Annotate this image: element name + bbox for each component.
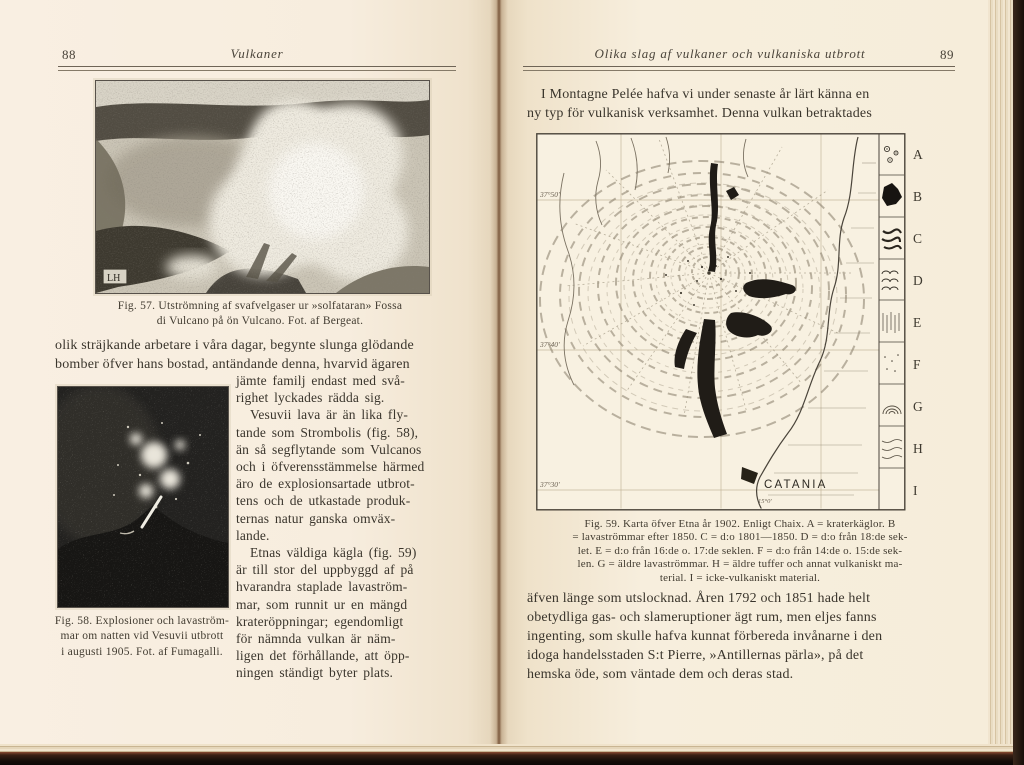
intro-paragraph bbox=[527, 85, 955, 123]
legend-letter: I bbox=[913, 483, 918, 498]
legend-letter: D bbox=[913, 273, 923, 288]
body-line: och i öfverensstämmelse härmed bbox=[236, 459, 425, 475]
body-line: Vesuvii lava är än lika fly- bbox=[250, 407, 409, 423]
legend-letter: E bbox=[913, 315, 922, 330]
caption-line: mar om natten vid Vesuvii utbrott bbox=[60, 630, 224, 643]
caption-line: Fig. 58. Explosioner och lavaström- bbox=[54, 615, 230, 627]
body-line: för nämnda vulkan är näm- bbox=[236, 631, 396, 647]
header-rule-left bbox=[58, 66, 456, 71]
body-line: lande. bbox=[236, 527, 270, 543]
caption-line: i augusti 1905. Fot. af Fumagalli. bbox=[61, 645, 223, 658]
legend-letter: H bbox=[913, 441, 923, 456]
caption-line: terial. I = icke-vulkaniskt material. bbox=[659, 571, 821, 584]
body-column bbox=[236, 372, 460, 682]
map-lat-label: 37°50' bbox=[540, 190, 560, 199]
map-lon-label: 15°0' bbox=[758, 498, 772, 505]
figure-59-caption bbox=[525, 518, 955, 585]
map-city-label: CATANIA bbox=[764, 479, 828, 491]
body-line: tens och de utkastade produk- bbox=[236, 493, 411, 509]
body-line: ny typ för vulkanisk verksamhet. Denna vulkan betraktades bbox=[527, 106, 872, 121]
body-line: äfven länge som utslocknad. Åren 1792 och 1851 hade helt bbox=[527, 591, 871, 606]
closing-paragraph bbox=[527, 589, 955, 684]
body-line: Etnas väldiga kägla (fig. 59) bbox=[250, 545, 417, 561]
legend-letter: A bbox=[913, 147, 923, 162]
figure-57-photo bbox=[95, 80, 430, 294]
running-title-right: Olika slag af vulkaner och vulkaniska utbrott bbox=[594, 46, 866, 61]
legend-letter: C bbox=[913, 231, 923, 246]
header-rule-right bbox=[523, 66, 955, 71]
running-title-left: Vulkaner bbox=[230, 46, 284, 61]
body-line: krateröppningar; egendomligt bbox=[236, 613, 404, 629]
body-line: ingenting, som skulle hafva kunnat förbereda invånarne i den bbox=[527, 629, 883, 644]
figure-58-caption bbox=[40, 614, 244, 660]
body-line: mar, som runnit ur en mängd bbox=[236, 596, 408, 612]
caption-line: = lavaströmmar efter 1850. C = d:o 1801—1850. D = d:o från 18:de sek- bbox=[572, 531, 908, 544]
map-lat-label: 37°30' bbox=[540, 480, 560, 489]
map-lat-label: 37°40' bbox=[540, 340, 560, 349]
page-number-right: 89 bbox=[940, 47, 954, 62]
figure-59-map bbox=[536, 133, 930, 511]
caption-line: di Vulcano på ön Vulcano. Fot. af Bergeat. bbox=[156, 315, 364, 328]
caption-line: Fig. 59. Karta öfver Etna år 1902. Enligt Chaix. A = kraterkäglor. B bbox=[584, 518, 896, 530]
book-cover-right bbox=[1013, 0, 1024, 765]
caption-line: len. G = äldre lavaströmmar. H = äldre tuffer och annat vulkaniskt ma- bbox=[577, 558, 903, 571]
page-number-left: 88 bbox=[62, 47, 76, 62]
body-line: bomber öfver hans bostad, antändande denna, hvarvid ägaren bbox=[55, 357, 410, 372]
figure-57-caption bbox=[60, 299, 460, 330]
body-line: äro de explosionsartade utbrot- bbox=[236, 476, 415, 492]
body-line: olik sträjkande arbetare i våra dagar, begynte slunga glödande bbox=[55, 338, 414, 353]
caption-line: let. E = d:o från 16:de o. 17:de seklen. F = d:o från 14:de o. 15:de sek- bbox=[577, 544, 903, 557]
fore-edge-pages bbox=[988, 0, 1014, 752]
body-line: än så segflytande som Vulcanos bbox=[236, 441, 422, 457]
body-line: ternas natur ganska omväx- bbox=[236, 510, 396, 526]
figure-58-photo bbox=[57, 386, 229, 608]
legend-letter: G bbox=[913, 399, 923, 414]
body-line: tande som Strombolis (fig. 58), bbox=[236, 424, 419, 440]
body-line: är till stor del uppbyggd af på bbox=[236, 562, 414, 578]
book-gutter bbox=[490, 0, 508, 752]
caption-line: Fig. 57. Utströmning af svafvelgaser ur »solfataran» Fossa bbox=[117, 300, 403, 312]
body-line: righet lyckades rädda sig. bbox=[236, 390, 385, 406]
photographer-monogram: LH bbox=[107, 273, 121, 284]
body-line: ningen ständigt byter plats. bbox=[236, 665, 394, 681]
body-line: idoga handelsstaden S:t Pierre, »Antillernas pärla», på det bbox=[527, 648, 864, 663]
body-line: I Montagne Pelée hafva vi under senaste år lärt känna en bbox=[541, 87, 870, 102]
body-paragraph bbox=[55, 336, 460, 374]
book-cover-bottom bbox=[0, 752, 1024, 765]
legend-letter: B bbox=[913, 189, 923, 204]
body-line: jämte familj endast med svå- bbox=[236, 373, 405, 388]
legend-letter: F bbox=[913, 357, 921, 372]
body-line: ligen det förhållande, att öpp- bbox=[236, 648, 410, 664]
body-line: hvarandra staplade lavaström- bbox=[236, 579, 408, 595]
body-line: hemska öde, som väntade dem och deras stad. bbox=[527, 667, 794, 682]
body-line: obetydliga gas- och slameruptioner ägt rum, men eljes fanns bbox=[527, 610, 877, 625]
